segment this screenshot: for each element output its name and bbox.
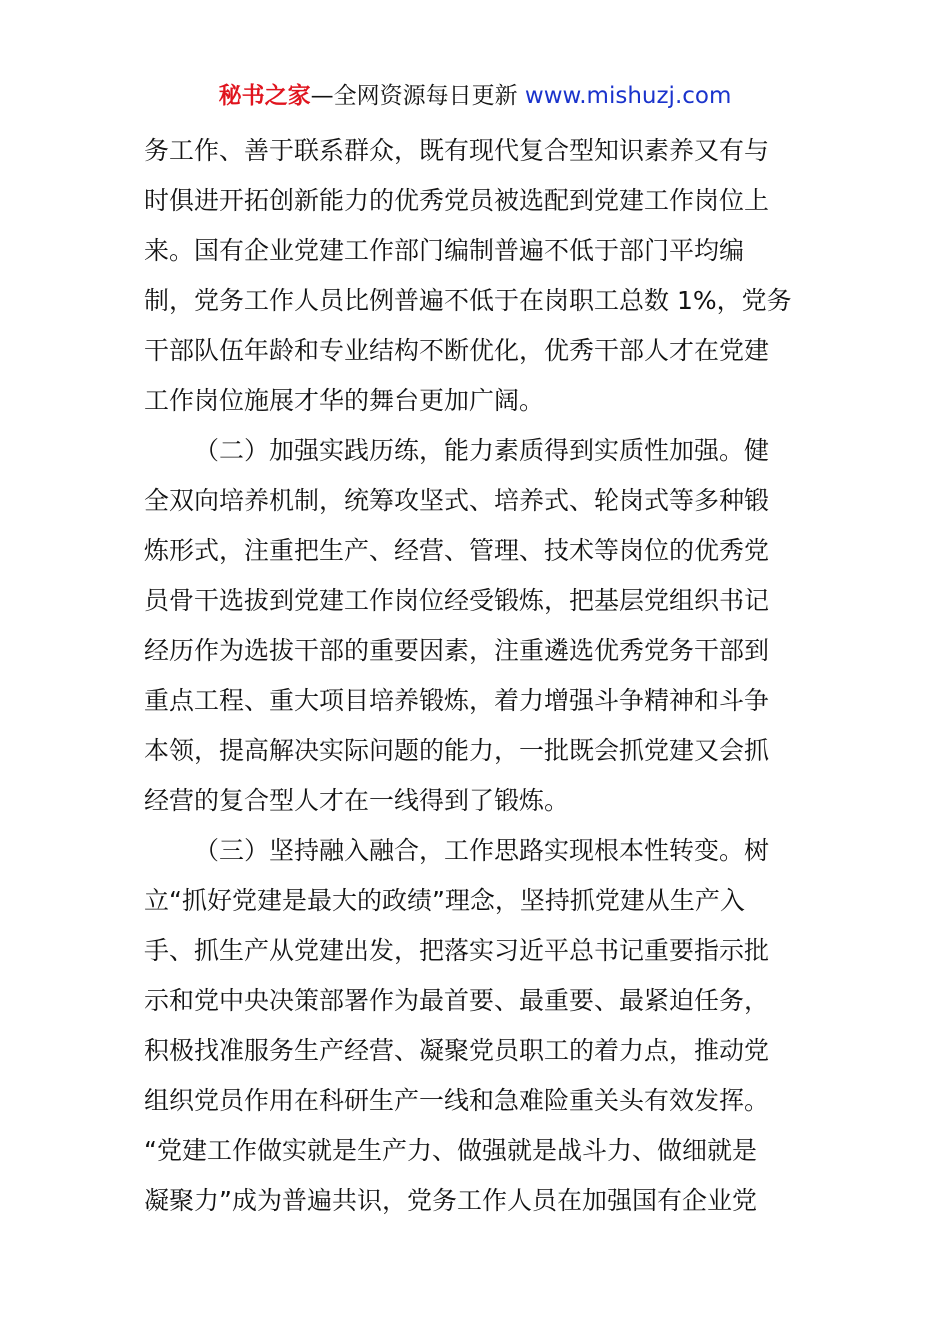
paragraph bbox=[144, 426, 808, 826]
text-line: 手、抓生产从党建出发，把落实习近平总书记重要指示批 bbox=[144, 936, 770, 965]
text-line: 来。国有企业党建工作部门编制普遍不低于部门平均编 bbox=[144, 236, 745, 265]
text-line: 经营的复合型人才在一线得到了锻炼。 bbox=[144, 786, 570, 815]
paragraph bbox=[144, 126, 808, 426]
text-line: 制，党务工作人员比例普遍不低于在岗职工总数 1%，党务 bbox=[144, 286, 792, 315]
text-line: 干部队伍年龄和专业结构不断优化，优秀干部人才在党建 bbox=[144, 336, 770, 365]
text-line: 积极找准服务生产经营、凝聚党员职工的着力点，推动党 bbox=[144, 1036, 770, 1065]
text-line: （二）加强实践历练，能力素质得到实质性加强。健 bbox=[194, 436, 770, 465]
paragraph bbox=[144, 826, 808, 1226]
text-line: （三）坚持融入融合，工作思路实现根本性转变。树 bbox=[194, 836, 770, 865]
site-url-link[interactable]: www.mishuzj.com bbox=[524, 83, 732, 109]
text-line: 凝聚力”成为普遍共识，党务工作人员在加强国有企业党 bbox=[144, 1186, 757, 1215]
text-line: 员骨干选拔到党建工作岗位经受锻炼，把基层党组织书记 bbox=[144, 586, 770, 615]
text-line: 时俱进开拓创新能力的优秀党员被选配到党建工作岗位上 bbox=[144, 186, 770, 215]
text-line: 立“抓好党建是最大的政绩”理念，坚持抓党建从生产入 bbox=[144, 886, 745, 915]
site-header bbox=[0, 80, 950, 112]
site-brand: 秘书之家 bbox=[218, 83, 311, 109]
text-line: “党建工作做实就是生产力、做强就是战斗力、做细就是 bbox=[144, 1136, 757, 1165]
text-line: 经历作为选拔干部的重要因素，注重遴选优秀党务干部到 bbox=[144, 636, 770, 665]
text-line: 务工作、善于联系群众，既有现代复合型知识素养又有与 bbox=[144, 136, 770, 165]
text-line: 组织党员作用在科研生产一线和急难险重关头有效发挥。 bbox=[144, 1086, 770, 1115]
site-tagline: —全网资源每日更新 bbox=[310, 83, 518, 109]
text-line: 重点工程、重大项目培养锻炼，着力增强斗争精神和斗争 bbox=[144, 686, 770, 715]
text-line: 全双向培养机制，统筹攻坚式、培养式、轮岗式等多种锻 bbox=[144, 486, 770, 515]
text-line: 炼形式，注重把生产、经营、管理、技术等岗位的优秀党 bbox=[144, 536, 770, 565]
document-body bbox=[144, 126, 808, 1226]
text-line: 工作岗位施展才华的舞台更加广阔。 bbox=[144, 386, 545, 415]
text-line: 示和党中央决策部署作为最首要、最重要、最紧迫任务， bbox=[144, 986, 770, 1015]
text-line: 本领，提高解决实际问题的能力，一批既会抓党建又会抓 bbox=[144, 736, 770, 765]
